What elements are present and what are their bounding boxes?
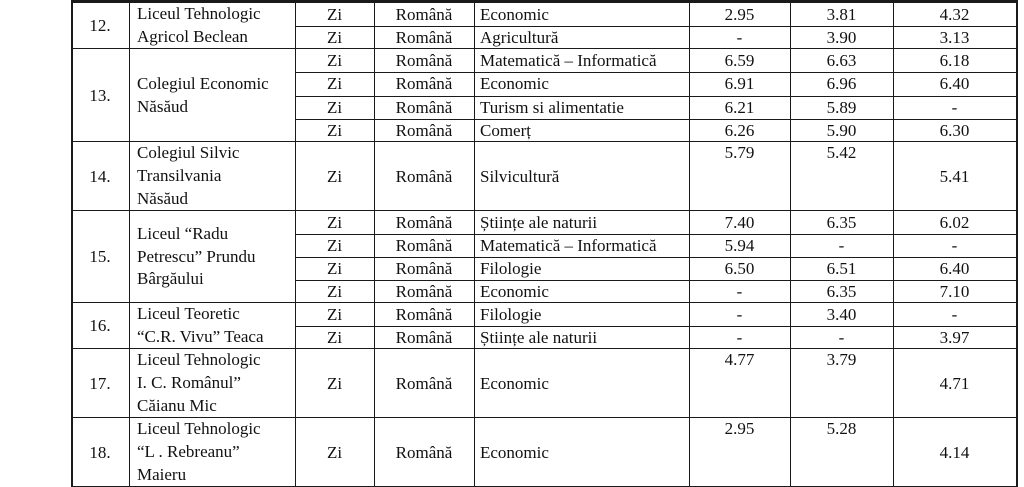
school-name bbox=[137, 142, 295, 210]
score-year-1: 6.21 bbox=[724, 97, 755, 117]
teaching-language: Română bbox=[395, 305, 453, 324]
score-year-1: 2.95 bbox=[724, 5, 755, 24]
score-year-3: - bbox=[951, 305, 958, 324]
score-year-3: - bbox=[951, 97, 958, 117]
school-name-line: Liceul “Radu bbox=[137, 223, 229, 243]
score-year-3: 5.41 bbox=[939, 167, 970, 186]
school-name-line: Colegiul Silvic bbox=[137, 143, 240, 163]
teaching-language: Română bbox=[395, 282, 453, 301]
row-number: 17. bbox=[89, 374, 111, 393]
row-number: 13. bbox=[89, 86, 111, 105]
teaching-language: Română bbox=[395, 374, 453, 393]
school-name bbox=[137, 3, 295, 48]
teaching-language: Română bbox=[395, 236, 453, 255]
score-year-3: 6.18 bbox=[939, 51, 970, 70]
score-year-3: 7.10 bbox=[939, 282, 970, 301]
score-year-1: - bbox=[736, 305, 743, 324]
score-year-2: 5.90 bbox=[826, 120, 857, 140]
score-year-2: 6.35 bbox=[826, 282, 857, 301]
specialization: Turism si alimentatie bbox=[480, 97, 624, 117]
school-name-line: Colegiul Economic bbox=[137, 73, 269, 93]
school-name-line: Transilvania bbox=[137, 166, 222, 186]
school-name-line: Căianu Mic bbox=[137, 395, 217, 415]
score-year-1: 7.40 bbox=[724, 213, 755, 232]
row-number: 16. bbox=[89, 316, 111, 335]
score-year-2: 3.90 bbox=[826, 28, 857, 47]
school-name-line: Liceul Teoretic bbox=[137, 304, 240, 324]
study-form: Zi bbox=[326, 305, 343, 324]
school-name-line: Agricol Beclean bbox=[137, 27, 248, 46]
score-year-2: 3.81 bbox=[826, 5, 857, 24]
teaching-language: Română bbox=[395, 443, 453, 462]
score-year-3: 3.97 bbox=[939, 328, 970, 347]
study-form: Zi bbox=[326, 28, 343, 47]
score-year-3: 4.14 bbox=[939, 443, 970, 462]
school-name bbox=[137, 223, 295, 291]
specialization: Științe ale naturii bbox=[480, 328, 598, 347]
score-year-2: 5.89 bbox=[826, 97, 857, 117]
teaching-language: Română bbox=[395, 51, 453, 70]
teaching-language: Română bbox=[395, 120, 453, 140]
score-year-2: - bbox=[838, 236, 845, 255]
row-number: 14. bbox=[89, 167, 111, 186]
score-year-2: 5.28 bbox=[826, 419, 857, 438]
school-name-line: “C.R. Vivu” Teaca bbox=[137, 327, 264, 346]
study-form: Zi bbox=[326, 167, 343, 186]
score-year-2: 6.35 bbox=[826, 213, 857, 232]
score-year-3: 3.13 bbox=[939, 28, 970, 47]
score-year-1: 6.26 bbox=[724, 120, 755, 140]
row-number: 15. bbox=[89, 247, 111, 266]
specialization: Economic bbox=[480, 282, 549, 301]
study-form: Zi bbox=[326, 328, 343, 347]
table-rule bbox=[129, 0, 130, 487]
school-name bbox=[137, 418, 295, 486]
teaching-language: Română bbox=[395, 167, 453, 186]
school-name-line: Petrescu” Prundu bbox=[137, 246, 256, 266]
score-year-1: 5.94 bbox=[724, 236, 755, 255]
specialization: Matematică – Informatică bbox=[480, 236, 657, 255]
school-name-line: Liceul Tehnologic bbox=[137, 419, 261, 439]
score-year-2: 6.51 bbox=[826, 259, 857, 278]
school-name-line: Năsăud bbox=[137, 188, 188, 208]
teaching-language: Română bbox=[395, 328, 453, 347]
specialization: Științe ale naturii bbox=[480, 213, 598, 232]
teaching-language: Română bbox=[395, 97, 453, 117]
school-name bbox=[137, 303, 295, 348]
school-name-line: Liceul Tehnologic bbox=[137, 4, 261, 24]
score-year-2: 3.40 bbox=[826, 305, 857, 324]
specialization: Filologie bbox=[480, 305, 542, 324]
score-year-3: 6.40 bbox=[939, 74, 970, 94]
score-year-3: 4.71 bbox=[939, 374, 970, 393]
teaching-language: Română bbox=[395, 213, 453, 232]
school-name bbox=[137, 349, 295, 417]
school-name-line: “L . Rebreanu” bbox=[137, 442, 240, 462]
study-form: Zi bbox=[326, 213, 343, 232]
row-number: 18. bbox=[89, 443, 111, 462]
specialization: Agricultură bbox=[480, 28, 559, 47]
admission-scores-table bbox=[71, 0, 1016, 487]
study-form: Zi bbox=[326, 5, 343, 24]
study-form: Zi bbox=[326, 259, 343, 278]
score-year-2: 5.42 bbox=[826, 143, 857, 162]
specialization: Filologie bbox=[480, 259, 542, 278]
score-year-1: 6.91 bbox=[724, 74, 755, 94]
score-year-1: - bbox=[736, 28, 743, 47]
specialization: Matematică – Informatică bbox=[480, 51, 657, 70]
specialization: Economic bbox=[480, 443, 549, 462]
score-year-1: - bbox=[736, 282, 743, 301]
school-name-line: Năsăud bbox=[137, 96, 188, 116]
score-year-2: 3.79 bbox=[826, 350, 857, 369]
score-year-1: 4.77 bbox=[724, 350, 755, 369]
study-form: Zi bbox=[326, 443, 343, 462]
study-form: Zi bbox=[326, 374, 343, 393]
score-year-1: - bbox=[736, 328, 743, 347]
teaching-language: Română bbox=[395, 74, 453, 94]
study-form: Zi bbox=[326, 51, 343, 70]
score-year-3: - bbox=[951, 236, 958, 255]
specialization: Comerț bbox=[480, 120, 531, 140]
score-year-3: 6.40 bbox=[939, 259, 970, 278]
specialization: Economic bbox=[480, 74, 549, 94]
school-name bbox=[137, 73, 295, 118]
specialization: Silvicultură bbox=[480, 167, 560, 186]
specialization: Economic bbox=[480, 374, 549, 393]
score-year-3: 6.30 bbox=[939, 120, 970, 140]
score-year-1: 2.95 bbox=[724, 419, 755, 438]
score-year-1: 5.79 bbox=[724, 143, 755, 162]
study-form: Zi bbox=[326, 74, 343, 94]
score-year-1: 6.59 bbox=[724, 51, 755, 70]
school-name-line: Bârgăului bbox=[137, 269, 204, 289]
school-name-line: I. C. Românul” bbox=[137, 373, 241, 393]
score-year-2: 6.63 bbox=[826, 51, 857, 70]
score-year-1: 6.50 bbox=[724, 259, 755, 278]
score-year-3: 6.02 bbox=[939, 213, 970, 232]
study-form: Zi bbox=[326, 282, 343, 301]
study-form: Zi bbox=[326, 97, 343, 117]
score-year-2: - bbox=[838, 328, 845, 347]
score-year-3: 4.32 bbox=[939, 5, 970, 24]
teaching-language: Română bbox=[395, 28, 453, 47]
score-year-2: 6.96 bbox=[826, 74, 857, 94]
row-number: 12. bbox=[89, 16, 111, 35]
study-form: Zi bbox=[326, 236, 343, 255]
school-name-line: Maieru bbox=[137, 464, 187, 484]
teaching-language: Română bbox=[395, 5, 453, 24]
teaching-language: Română bbox=[395, 259, 453, 278]
study-form: Zi bbox=[326, 120, 343, 140]
school-name-line: Liceul Tehnologic bbox=[137, 350, 261, 370]
specialization: Economic bbox=[480, 5, 549, 24]
table-rule bbox=[1016, 0, 1018, 487]
